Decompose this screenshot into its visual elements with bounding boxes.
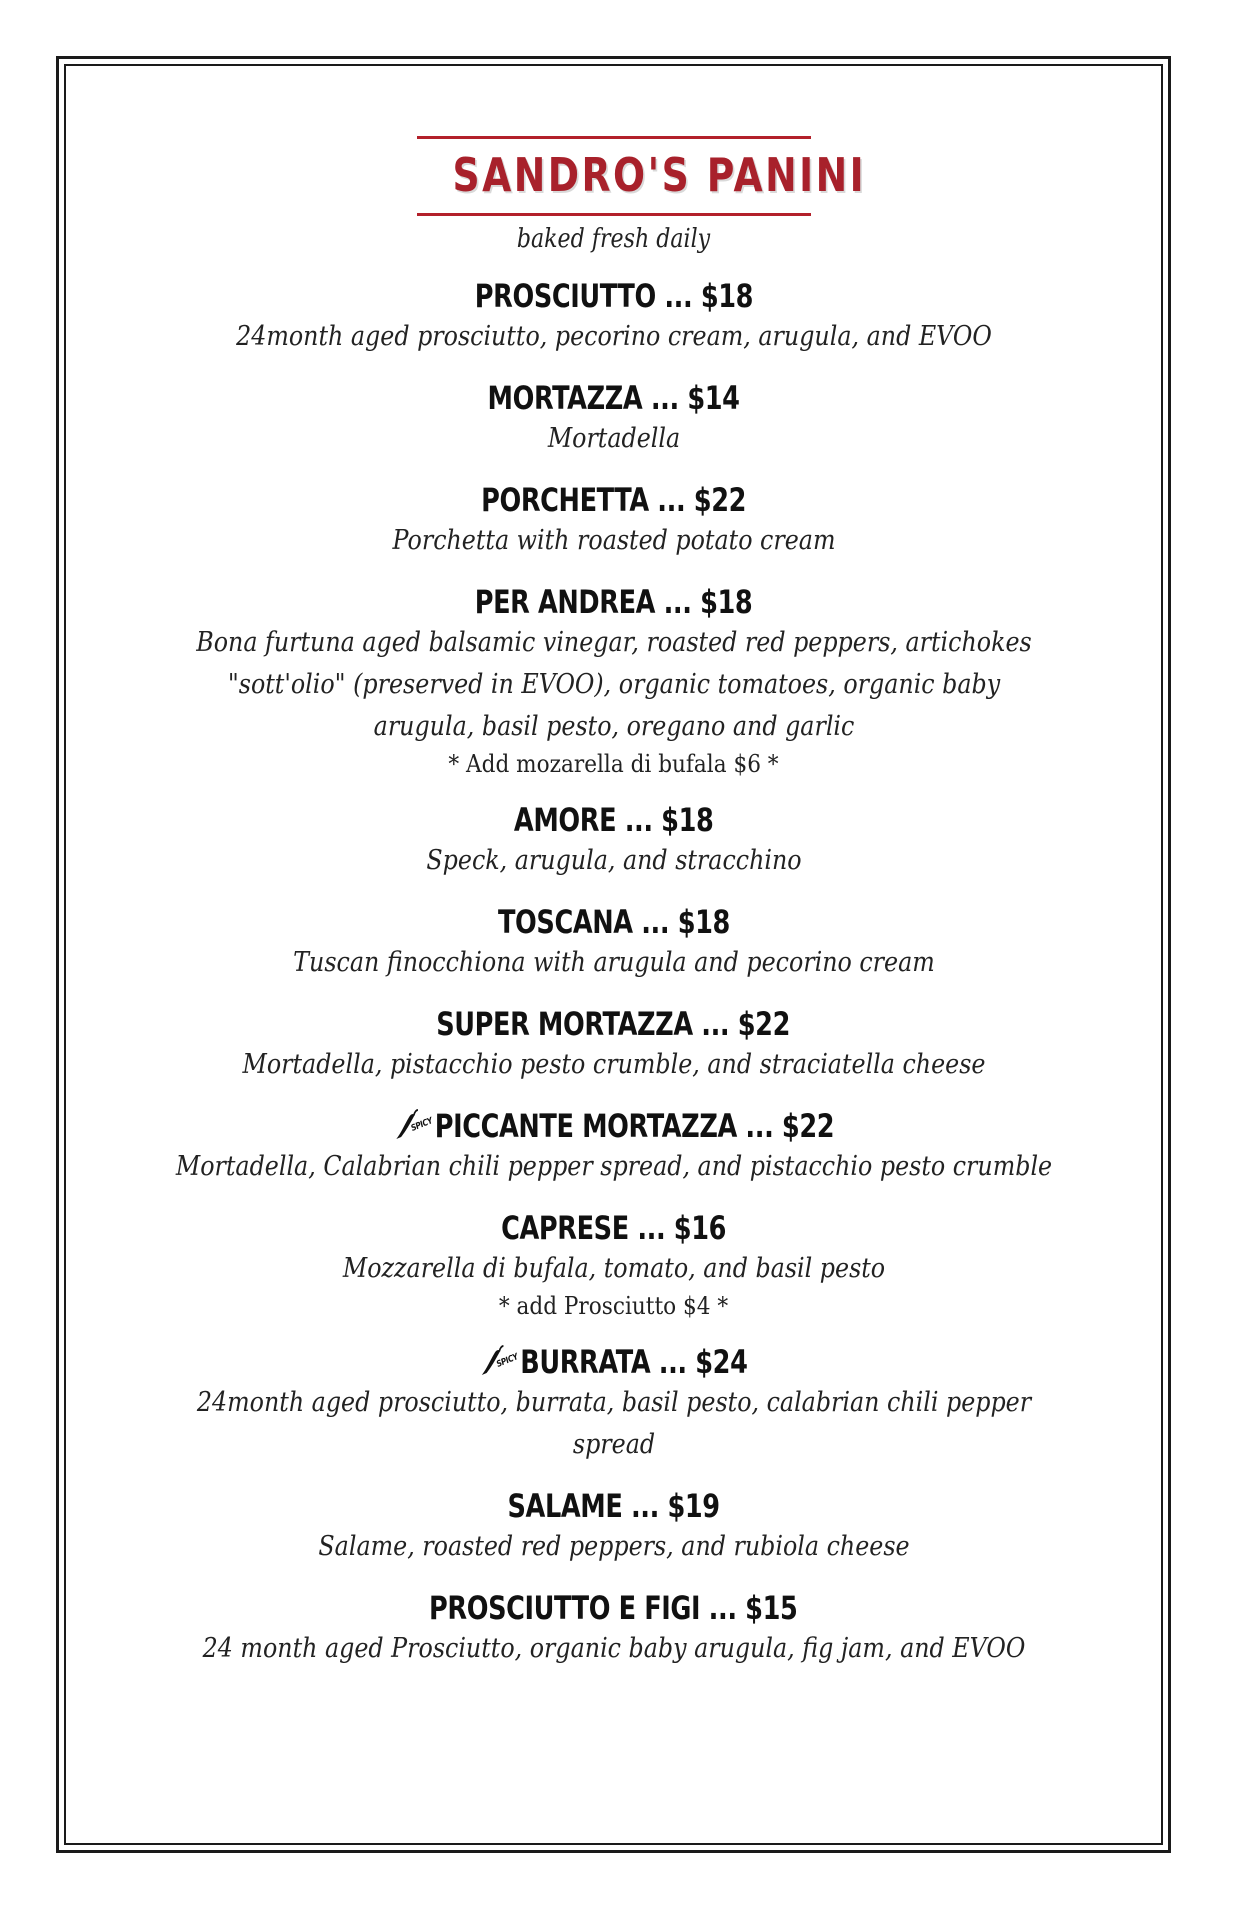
spicy-pepper-icon bbox=[479, 1343, 520, 1377]
menu-item-title: PER ANDREA ... $18 bbox=[474, 583, 753, 621]
menu-tagline: baked fresh daily bbox=[516, 224, 711, 254]
menu-item-heading bbox=[64, 378, 1163, 418]
menu-item-description: Mortadella, pistacchio pesto crumble, and straciatella cheese bbox=[242, 1049, 985, 1080]
menu-item bbox=[64, 1342, 1163, 1466]
menu-item-title: SALAME ... $19 bbox=[507, 1487, 720, 1525]
menu-item-heading bbox=[64, 1588, 1163, 1628]
menu-item-description: Bona furtuna aged balsamic vinegar, roasted red peppers, artichokes "sott'olio" (preserved in EVOO), organic tomatoes, organic baby arugula, basil pesto, oregano and garlic bbox=[195, 627, 1032, 742]
menu-item-heading bbox=[64, 480, 1163, 520]
menu-items bbox=[64, 276, 1163, 1670]
menu-item-title: PROSCIUTTO E FIGI ... $15 bbox=[429, 1589, 798, 1627]
menu-item-heading bbox=[64, 902, 1163, 942]
spicy-icon-label: SPICY bbox=[495, 1350, 520, 1370]
menu-item-description: 24 month aged Prosciutto, organic baby arugula, fig jam, and EVOO bbox=[202, 1633, 1025, 1664]
menu-item-title-text: BURRATA ... $24 bbox=[520, 1343, 748, 1381]
menu-item-title bbox=[479, 1342, 748, 1382]
menu-item-note: * add Prosciutto $4 * bbox=[498, 1292, 729, 1320]
menu-item-description: Salame, roasted red peppers, and rubiola cheese bbox=[317, 1531, 910, 1562]
menu-item bbox=[64, 1486, 1163, 1568]
menu-item-title: TOSCANA ... $18 bbox=[497, 903, 730, 941]
spicy-icon-label: SPICY bbox=[409, 1114, 433, 1134]
menu-title: SANDRO'S PANINI bbox=[451, 148, 866, 202]
menu-item-description: Mortadella, Calabrian chili pepper spread, and pistacchio pesto crumble bbox=[175, 1151, 1052, 1182]
menu-item-heading bbox=[64, 800, 1163, 840]
menu-item-description: Mortadella bbox=[547, 423, 680, 454]
menu-item bbox=[64, 1208, 1163, 1322]
menu-item-description: Tuscan finocchiona with arugula and pecorino cream bbox=[292, 947, 935, 978]
menu-item-title bbox=[393, 1106, 834, 1146]
menu-item-title: PROSCIUTTO ... $18 bbox=[474, 277, 753, 315]
menu-item-heading bbox=[64, 1004, 1163, 1044]
menu-item-heading bbox=[64, 1486, 1163, 1526]
menu-item bbox=[64, 1588, 1163, 1670]
menu-item-note: * Add mozarella di bufala $6 * bbox=[448, 750, 779, 778]
menu-item-heading bbox=[64, 582, 1163, 622]
menu-item-heading bbox=[64, 1208, 1163, 1248]
menu-item-description: Mozzarella di bufala, tomato, and basil pesto bbox=[342, 1253, 885, 1284]
menu-item bbox=[64, 1106, 1163, 1188]
menu-item-title: AMORE ... $18 bbox=[513, 801, 714, 839]
menu-content bbox=[64, 64, 1163, 1670]
title-block bbox=[417, 136, 866, 216]
menu-item bbox=[64, 1004, 1163, 1086]
menu-item bbox=[64, 480, 1163, 562]
menu-item-description: Porchetta with roasted potato cream bbox=[392, 525, 835, 556]
menu-item-heading bbox=[64, 1106, 1163, 1146]
menu-item-title: PORCHETTA ... $22 bbox=[481, 481, 746, 519]
menu-item bbox=[64, 582, 1163, 780]
menu-item-title: MORTAZZA ... $14 bbox=[487, 379, 740, 417]
menu-item bbox=[64, 800, 1163, 882]
menu-item bbox=[64, 902, 1163, 984]
menu-item-description: 24month aged prosciutto, burrata, basil pesto, calabrian chili pepper spread bbox=[196, 1387, 1031, 1460]
menu-item-title-text: PICCANTE MORTAZZA ... $22 bbox=[434, 1107, 835, 1145]
menu-item bbox=[64, 378, 1163, 460]
spicy-pepper-icon bbox=[393, 1107, 433, 1141]
menu-item-title: SUPER MORTAZZA ... $22 bbox=[436, 1005, 791, 1043]
menu-item-heading bbox=[64, 1342, 1163, 1382]
menu-item-title: CAPRESE ... $16 bbox=[501, 1209, 726, 1247]
menu-item-heading bbox=[64, 276, 1163, 316]
menu-item-description: 24month aged prosciutto, pecorino cream, arugula, and EVOO bbox=[235, 321, 992, 352]
menu-item-description: Speck, arugula, and stracchino bbox=[425, 845, 802, 876]
menu-item bbox=[64, 276, 1163, 358]
